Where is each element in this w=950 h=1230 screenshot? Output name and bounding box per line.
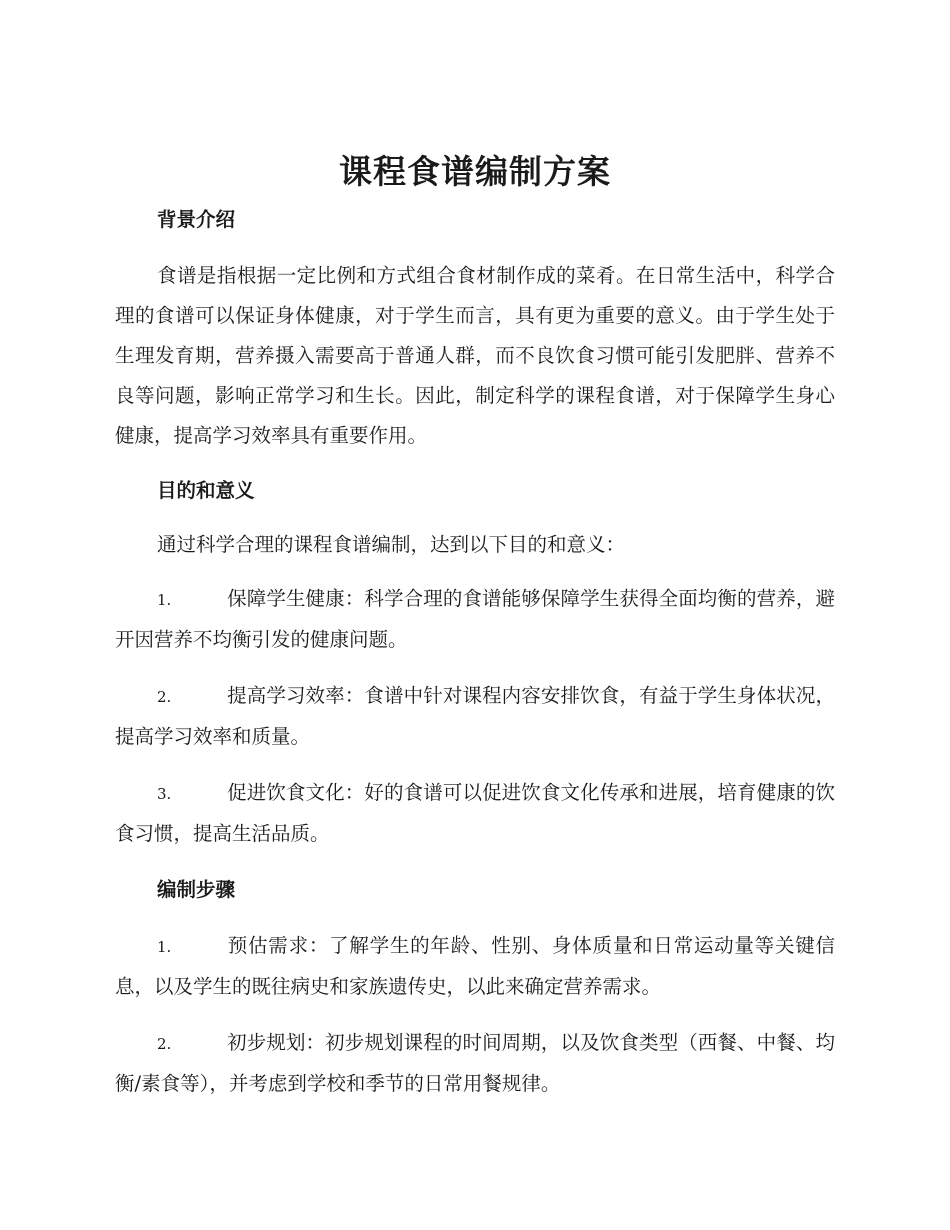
list-number: 1. xyxy=(157,591,172,609)
list-item-text: 提高学习效率：食谱中针对课程内容安排饮食，有益于学生身体状况，提高学习效率和质量。 xyxy=(115,684,835,748)
list-number: 3. xyxy=(157,785,172,803)
steps-list-item xyxy=(115,1023,835,1104)
list-item-text: 促进饮食文化：好的食谱可以促进饮食文化传承和进展，培育健康的饮食习惯，提高生活品质。 xyxy=(115,781,835,845)
steps-list-item xyxy=(115,926,835,1007)
purpose-intro-paragraph: 通过科学合理的课程食谱编制，达到以下目的和意义： xyxy=(157,533,626,556)
list-item-text: 预估需求：了解学生的年龄、性别、身体质量和日常运动量等关键信息，以及学生的既往病史和家族遗传史，以此来确定营养需求。 xyxy=(115,934,835,998)
list-number: 2. xyxy=(157,688,172,706)
purpose-list-item xyxy=(115,773,835,854)
list-number: 1. xyxy=(157,938,172,956)
purpose-list-item xyxy=(115,676,835,757)
section-heading-purpose: 目的和意义 xyxy=(157,479,255,502)
list-item-text: 初步规划：初步规划课程的时间周期，以及饮食类型（西餐、中餐、均衡/素食等），并考虑到学校和季节的日常用餐规律。 xyxy=(115,1031,835,1095)
list-item-text: 保障学生健康：科学合理的食谱能够保障学生获得全面均衡的营养，避开因营养不均衡引发的健康问题。 xyxy=(115,587,835,651)
section-heading-steps: 编制步骤 xyxy=(157,878,236,901)
list-number: 2. xyxy=(157,1035,172,1053)
section-heading-background: 背景介绍 xyxy=(157,208,236,231)
purpose-list-item xyxy=(115,579,835,660)
document-body xyxy=(115,200,835,1104)
document-title: 课程食谱编制方案 xyxy=(339,152,611,191)
background-paragraph: 食谱是指根据一定比例和方式组合食材制作成的菜肴。在日常生活中，科学合理的食谱可以保证身体健康，对于学生而言，具有更为重要的意义。由于学生处于生理发育期，营养摄入需要高于普通人群，而不良饮食习惯可能引发肥胖、营养不良等问题，影响正常学习和生长。因此，制定科学的课程食谱，对于保障学生身心健康，提高学习效率具有重要作用。 xyxy=(115,264,835,447)
